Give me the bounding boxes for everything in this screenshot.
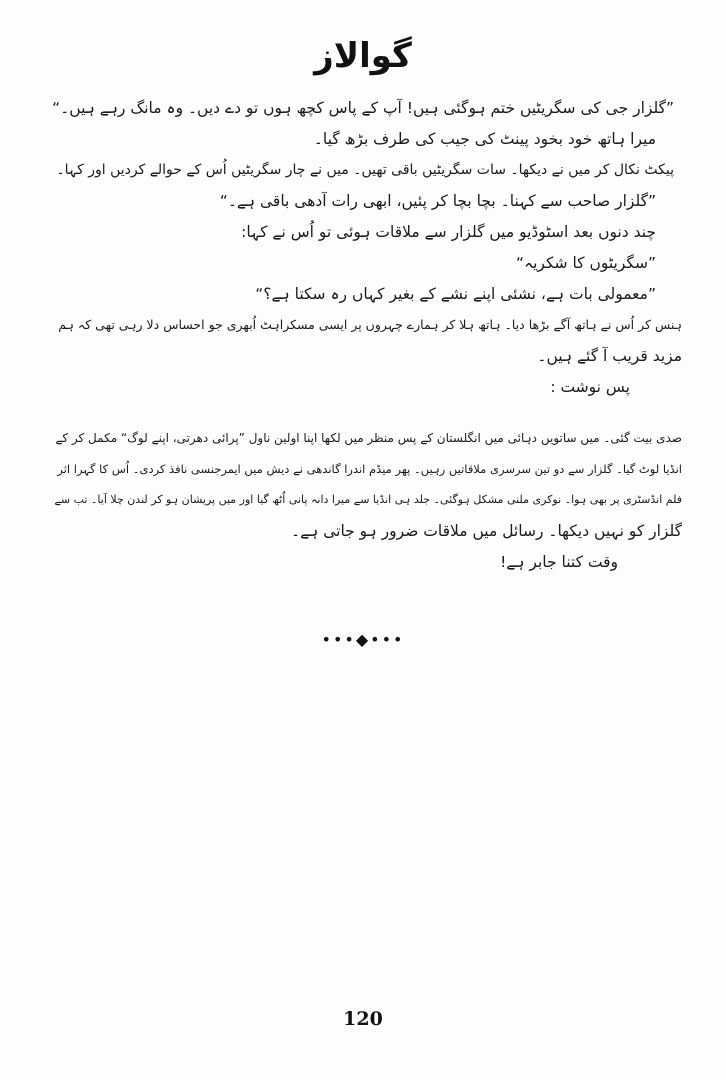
paragraph-4: ”گلزار صاحب سے کہنا۔ بچا بچا کر پئیں، ابھی رات آدھی باقی ہے۔“ (219, 191, 656, 210)
postscript-heading: پس نوشت : (550, 377, 630, 396)
postscript-line-3: فلم انڈسٹری پر بھی ہوا۔ نوکری ملنی مشکل ہوگئی۔ جلد ہی انڈیا سے میرا دانہ پانی اُٹھ گیا اور میں پریشان ہو کر لندن چلا آیا۔ تب سے (54, 492, 682, 506)
paragraph-1: ”گلزار جی کی سگریٹیں ختم ہوگئی ہیں! آپ کے پاس کچھ ہوں تو دے دیں۔ وہ مانگ رہے ہیں۔“ (52, 98, 674, 117)
postscript-closing: وقت کتنا جابر ہے! (500, 552, 618, 571)
section-divider-ornament: •••◆••• (321, 630, 405, 649)
postscript-line-1: صدی بیت گئی۔ میں ساتویں دہائی میں انگلستان کے پس منظر میں لکھا اپنا اولین ناول ”پرائی دھرتی، اپنے لوگ“ مکمل کر کے (55, 430, 682, 445)
paragraph-6: ”سگریٹوں کا شکریہ“ (516, 253, 656, 272)
paragraph-2: میرا ہاتھ خود بخود پینٹ کی جیب کی طرف بڑھ گیا۔ (313, 129, 656, 148)
page-number: 120 (343, 1008, 383, 1030)
paragraph-5: چند دنوں بعد اسٹوڈیو میں گلزار سے ملاقات ہوئی تو اُس نے کہا: (241, 222, 656, 241)
paragraph-8-line-1: ہنس کر اُس نے ہاتھ آگے بڑھا دیا۔ ہاتھ ہلا کر ہمارے چہروں پر ایسی مسکراہٹ اُبھری جو احساس دلا رہی تھی کہ ہم (58, 316, 682, 332)
paragraph-8-line-2: مزید قریب آ گئے ہیں۔ (537, 346, 682, 365)
body-text (50, 92, 682, 577)
postscript-line-2: انڈیا لوٹ گیا۔ گلزار سے دو تین سرسری ملاقاتیں رہیں۔ پھر میڈم اندرا گاندھی نے دیش میں ایمرجنسی نافذ کردی۔ اُس کا گہرا اثر (57, 461, 682, 476)
paragraph-7: ”معمولی بات ہے، نشئی اپنے نشے کے بغیر کہاں رہ سکتا ہے؟“ (255, 284, 656, 303)
paragraph-3: پیکٹ نکال کر میں نے دیکھا۔ سات سگریٹیں باقی تھیں۔ میں نے چار سگریٹیں اُس کے حوالے کردیں اور کہا۔ (56, 161, 674, 178)
postscript-line-4: گلزار کو نہیں دیکھا۔ رسائل میں ملاقات ضرور ہو جاتی ہے۔ (291, 521, 682, 540)
chapter-title: گوالاز (314, 36, 412, 76)
